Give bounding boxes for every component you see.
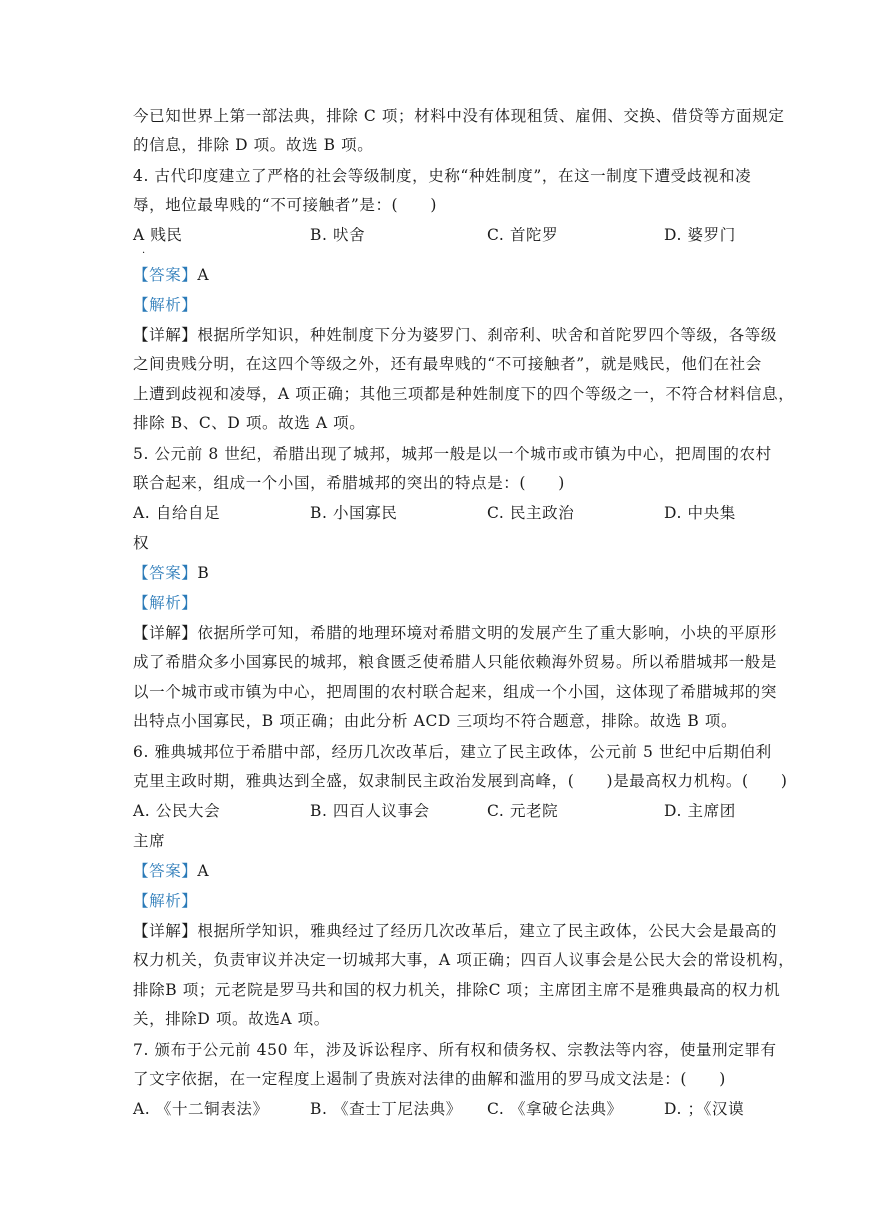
q4-detail-line-3: 上遭到歧视和凌辱，A 项正确；其他三项都是种姓制度下的四个等级之一，不符合材料信息， [133, 385, 795, 403]
q6-option-a: A. 公民大会 [133, 802, 221, 820]
answer-value: B [197, 564, 210, 582]
detail-text: 根据所学知识，雅典经过了经历几次改革后，建立了民主政体，公民大会是最高的 [197, 922, 778, 940]
q4-option-c: C. 首陀罗 [487, 226, 559, 244]
q5-detail-line-2: 成了希腊众多小国寡民的城邦，粮食匮乏使希腊人只能依赖海外贸易。所以希腊城邦一般是 [133, 653, 778, 671]
q5-option-b: B. 小国寡民 [310, 504, 398, 522]
detail-tag: 【详解】 [133, 922, 198, 940]
detail-text: 依据所学可知，希腊的地理环境对希腊文明的发展产生了重大影响，小块的平原形 [197, 624, 778, 642]
q6-answer [133, 861, 743, 881]
q7-option-d: D. ；《汉谟 [664, 1100, 745, 1118]
q5-option-d: D. 中央集 [664, 504, 736, 522]
q5-detail-line-1 [133, 623, 778, 643]
q4-answer [133, 265, 743, 285]
q5-option-wrap: 权 [133, 534, 150, 552]
q7-stem-line-2: 了文字依据，在一定程度上遏制了贵族对法律的曲解和滥用的罗马成文法是：( ) [133, 1070, 726, 1088]
q5-detail-line-4: 出特点小国寡民，B 项正确；由此分析 ACD 三项均不符合题意，排除。故选 B 项。 [133, 712, 738, 730]
q6-detail-line-4: 关，排除D 项。故选A 项。 [133, 1010, 330, 1028]
q7-option-b: B. 《查士丁尼法典》 [310, 1100, 462, 1118]
q5-option-a: A. 自给自足 [133, 504, 221, 522]
detail-text: 根据所学知识，种姓制度下分为婆罗门、刹帝利、吠舍和首陀罗四个等级，各等级 [197, 326, 778, 344]
intro-line-1: 今已知世界上第一部法典，排除 C 项；材料中没有体现租赁、雇佣、交换、借贷等方面规定 [133, 107, 785, 125]
detail-tag: 【详解】 [133, 326, 198, 344]
q6-option-c: C. 元老院 [487, 802, 559, 820]
q4-option-b: B. 吠舍 [310, 226, 366, 244]
q5-stem-line-2: 联合起来，组成一个小国，希腊城邦的突出的特点是：( ) [133, 474, 565, 492]
q6-stem-line-2: 克里主政时期，雅典达到全盛，奴隶制民主政治发展到高峰，( )是最高权力机构。( ) [133, 772, 788, 790]
answer-tag: 【答案】 [133, 564, 198, 582]
q6-stem-line-1: 6. 雅典城邦位于希腊中部，经历几次改革后，建立了民主政体，公元前 5 世纪中后期伯利 [133, 743, 772, 761]
q5-analysis-tag: 【解析】 [133, 594, 198, 612]
q4-stray-dot: · [142, 248, 146, 259]
q4-stem-line-2: 辱，地位最卑贱的“不可接触者”是：( ) [133, 196, 438, 214]
q4-option-a: A 贱民 [133, 226, 183, 244]
q6-analysis-tag: 【解析】 [133, 892, 198, 910]
q5-option-c: C. 民主政治 [487, 504, 575, 522]
q7-option-a: A. 《十二铜表法》 [133, 1100, 269, 1118]
q6-detail-line-3: 排除B 项；元老院是罗马共和国的权力机关，排除C 项；主席团主席不是雅典最高的权力机 [133, 981, 781, 999]
q5-detail-line-3: 以一个城市或市镇为中心，把周围的农村联合起来，组成一个小国，这体现了希腊城邦的突 [133, 683, 778, 701]
intro-line-2: 的信息，排除 D 项。故选 B 项。 [133, 136, 374, 154]
q6-option-d: D. 主席团 [664, 802, 736, 820]
q4-detail-line-2: 之间贵贱分明，在这四个等级之外，还有最卑贱的“不可接触者”，就是贱民，他们在社会 [133, 355, 762, 373]
q4-option-d: D. 婆罗门 [664, 226, 736, 244]
answer-value: A [197, 266, 210, 284]
q7-option-c: C. 《拿破仑法典》 [487, 1100, 623, 1118]
detail-tag: 【详解】 [133, 624, 198, 642]
answer-value: A [197, 862, 210, 880]
q4-analysis-tag: 【解析】 [133, 296, 198, 314]
q6-detail-line-1 [133, 921, 778, 941]
q6-detail-line-2: 权力机关，负责审议并决定一切城邦大事，A 项正确；四百人议事会是公民大会的常设机构， [133, 951, 795, 969]
q5-stem-line-1: 5. 公元前 8 世纪，希腊出现了城邦，城邦一般是以一个城市或市镇为中心，把周围的农村 [133, 445, 772, 463]
answer-tag: 【答案】 [133, 862, 198, 880]
answer-tag: 【答案】 [133, 266, 198, 284]
q5-answer [133, 563, 743, 583]
q4-stem-line-1: 4. 古代印度建立了严格的社会等级制度，史称“种姓制度”，在这一制度下遭受歧视和凌 [133, 167, 752, 185]
q7-stem-line-1: 7. 颁布于公元前 450 年，涉及诉讼程序、所有权和债务权、宗教法等内容，使量刑定罪有 [133, 1041, 777, 1059]
q6-option-b: B. 四百人议事会 [310, 802, 430, 820]
q4-detail-line-1 [133, 325, 778, 345]
q6-option-wrap: 主席 [133, 832, 166, 850]
q4-detail-line-4: 排除 B、C、D 项。故选 A 项。 [133, 414, 366, 432]
